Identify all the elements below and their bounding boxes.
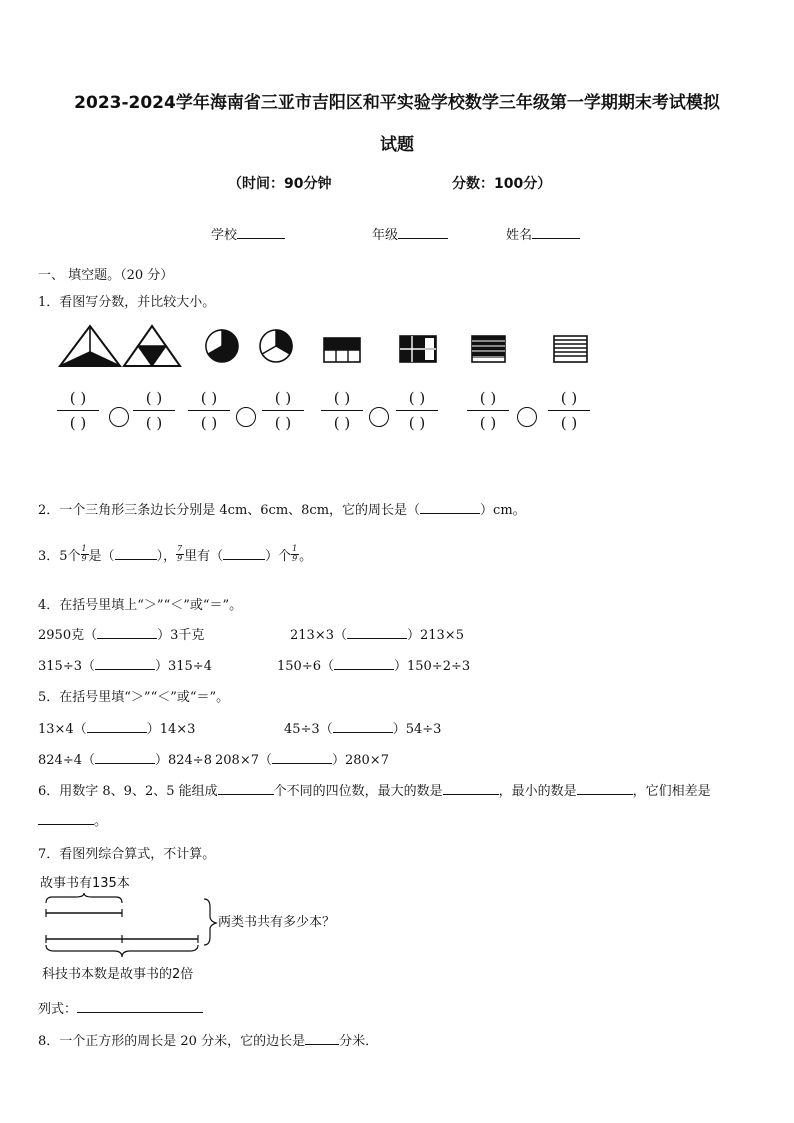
school-label: 学校 [211, 228, 238, 243]
q4-blank-4[interactable] [334, 657, 394, 670]
bar-diagram [40, 893, 220, 963]
fraction-1-9: $\frac{1}{9}$ [81, 544, 87, 563]
total-question-label: 两类书共有多少本？ [218, 915, 336, 930]
question-4-text: 4．在括号里填上“＞”“＜”或“＝”。 [38, 598, 243, 613]
question-8: 8．一个正方形的周长是 20 分米，它的边长是 分米． [38, 1034, 379, 1049]
q4-item-3: 315÷3（ ）315÷4 [38, 659, 212, 674]
q6-blank-max[interactable] [443, 782, 499, 795]
q5-item-2: 45÷3（ ）54÷3 [284, 722, 442, 737]
q5-blank-1[interactable] [87, 720, 147, 733]
q5-blank-3[interactable] [95, 751, 155, 764]
compare-circle-4[interactable] [517, 407, 537, 427]
grid-figure-2 [400, 336, 436, 362]
striped-figure-2 [554, 336, 587, 362]
fraction-answer-8[interactable]: ( ) ( ) [548, 388, 590, 433]
question-7-text: 7．看图列综合算式，不计算。 [38, 847, 216, 862]
compare-circle-1[interactable] [109, 407, 129, 427]
q6-blank-count[interactable] [218, 782, 274, 795]
q7-formula-blank[interactable] [77, 1000, 203, 1013]
fraction-answer-2[interactable]: ( ) ( ) [133, 388, 175, 433]
section-heading: 一、 填空题。（20 分） [38, 268, 174, 283]
science-brace [46, 945, 198, 957]
question-6-line1: 6．用数字 8、9、2、5 能组成 个不同的四位数，最大的数是 ，最小的数是 ，它们相差是 [38, 784, 711, 799]
question-6-line2: 。 [38, 810, 107, 829]
striped-figure-1 [472, 336, 505, 362]
fraction-answer-1[interactable]: ( ) ( ) [57, 388, 99, 433]
q5-blank-2[interactable] [333, 720, 393, 733]
fraction-7-9: $\frac{7}{9}$ [177, 544, 183, 563]
fraction-answer-3[interactable]: ( ) ( ) [188, 388, 230, 433]
fraction-answer-6[interactable]: ( ) ( ) [396, 388, 438, 433]
q5-blank-4[interactable] [272, 751, 332, 764]
story-brace [46, 893, 122, 903]
q3-blank-2[interactable] [223, 547, 265, 560]
exam-time: （时间：90分钟 [228, 176, 332, 192]
q4-item-4: 150÷6（ ）150÷2÷3 [277, 659, 471, 674]
fraction-answer-7[interactable]: ( ) ( ) [467, 388, 509, 433]
circle-figure-1 [206, 330, 238, 362]
q5-item-4: 208×7（ ）280×7 [215, 753, 389, 768]
question-2: 2．一个三角形三条边长分别是 4cm、6cm、8cm，它的周长是（ ）cm。 [38, 503, 526, 518]
exam-score: 分数：100分） [452, 176, 552, 192]
q1-figures [55, 322, 615, 372]
q8-blank[interactable] [305, 1032, 339, 1045]
story-book-label: 故事书有135本 [40, 876, 130, 891]
question-3: 3．5个 $\frac{1}{9}$ 是（ ）， $\frac{7}{9}$ 里有（ ）个 $\frac{1}{9}$ 。 [38, 544, 313, 564]
circle-figure-2 [260, 330, 292, 362]
exam-title-line2: 试题 [380, 135, 414, 155]
triangle-figure-2 [124, 326, 180, 366]
grade-field[interactable] [372, 224, 448, 243]
name-label: 姓名 [506, 228, 533, 243]
q6-blank-min[interactable] [577, 782, 633, 795]
q4-blank-3[interactable] [95, 657, 155, 670]
grade-label: 年级 [372, 228, 399, 243]
q4-item-1: 2950克（ ）3千克 [38, 628, 205, 643]
q6-blank-diff[interactable] [38, 812, 94, 825]
compare-circle-2[interactable] [236, 407, 256, 427]
q4-blank-1[interactable] [97, 626, 157, 639]
question-5-text: 5．在括号里填“＞”“＜”或“＝”。 [38, 690, 230, 705]
fraction-answer-5[interactable]: ( ) ( ) [321, 388, 363, 433]
q3-blank-1[interactable] [115, 547, 157, 560]
grid-figure-1 [324, 338, 360, 362]
fraction-answer-4[interactable]: ( ) ( ) [262, 388, 304, 433]
q4-blank-2[interactable] [347, 626, 407, 639]
fraction-1-9-b: $\frac{1}{9}$ [292, 544, 298, 563]
compare-circle-3[interactable] [369, 407, 389, 427]
q7-formula: 列式： [38, 998, 203, 1017]
question-1-text: 1．看图写分数，并比较大小。 [38, 295, 216, 310]
q5-item-1: 13×4（ ）14×3 [38, 722, 196, 737]
triangle-figure-1 [60, 326, 120, 366]
science-book-label: 科技书本数是故事书的2倍 [42, 967, 194, 982]
total-brace [204, 899, 216, 945]
q5-item-3: 824÷4（ ）824÷8 [38, 753, 212, 768]
school-field[interactable] [211, 224, 285, 243]
exam-title-line1: 2023-2024学年海南省三亚市吉阳区和平实验学校数学三年级第一学期期末考试模拟 [74, 93, 720, 113]
name-field[interactable] [506, 224, 580, 243]
q4-item-2: 213×3（ ）213×5 [290, 628, 464, 643]
q2-answer-blank[interactable] [420, 501, 480, 514]
